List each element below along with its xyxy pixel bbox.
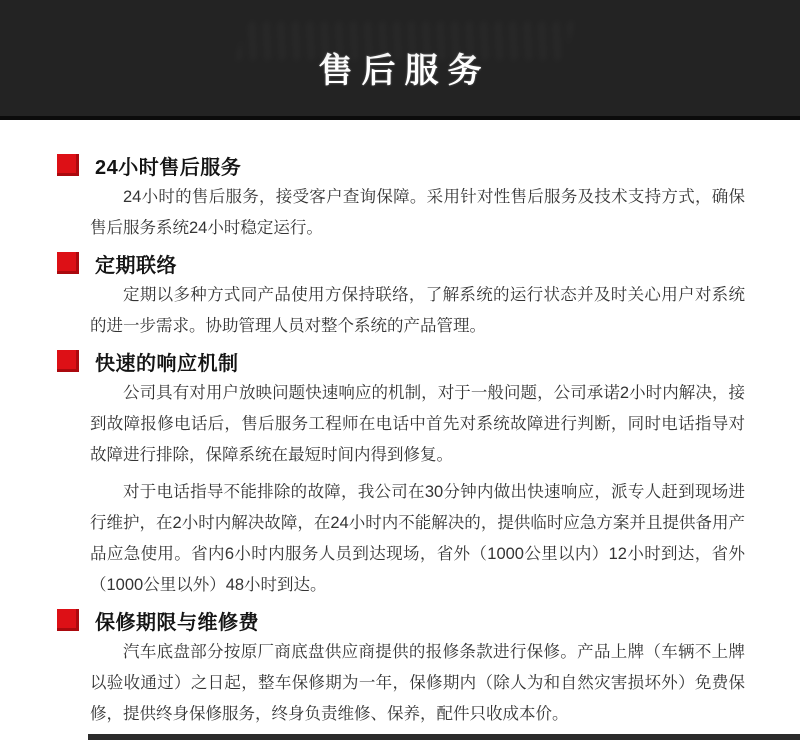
header-banner (0, 0, 800, 120)
bottom-bar (88, 734, 800, 740)
paragraph: 公司具有对用户放映问题快速响应的机制，对于一般问题，公司承诺2小时内解决，接到故障报修电话后，售后服务工程师在电话中首先对系统故障进行判断，同时电话指导对故障进行排除，保障系统在最短时间内得到修复。 (90, 384, 745, 464)
red-square-bullet-icon (57, 154, 79, 176)
red-square-bullet-icon (57, 252, 79, 274)
content (0, 120, 800, 730)
section-heading: 24小时售后服务 (95, 156, 242, 179)
section-heading: 保修期限与维修费 (95, 611, 259, 634)
red-square-bullet-icon (57, 609, 79, 631)
paragraph: 汽车底盘部分按原厂商底盘供应商提供的报修条款进行保修。产品上牌（车辆不上牌以验收通过）之日起，整车保修期为一年，保修期内（除人为和自然灾害损坏外）免费保修，提供终身保修服务，终身负责维修、保养，配件只收成本价。 (90, 643, 745, 723)
red-square-bullet-icon (57, 350, 79, 372)
section-heading-row (57, 152, 745, 178)
section-heading: 定期联络 (95, 254, 177, 277)
section-24h-service (57, 152, 745, 244)
section-heading-row (57, 607, 745, 633)
section-warranty (57, 607, 745, 730)
section-heading: 快速的响应机制 (95, 352, 239, 375)
section-heading-row (57, 250, 745, 276)
page-title: 售后服务 (318, 51, 491, 90)
paragraph: 对于电话指导不能排除的故障，我公司在30分钟内做出快速响应，派专人赶到现场进行维护，在2小时内解决故障，在24小时内不能解决的，提供临时应急方案并且提供备用产品应急使用。省内6小时内服务人员到达现场，省外（1000公里以内）12小时到达，省外（1000公里以外）48小时到达。 (90, 483, 745, 594)
section-rapid-response (57, 348, 745, 601)
section-regular-contact (57, 250, 745, 342)
paragraph: 定期以多种方式同产品使用方保持联络，了解系统的运行状态并及时关心用户对系统的进一步需求。协助管理人员对整个系统的产品管理。 (90, 286, 745, 335)
section-heading-row (57, 348, 745, 374)
paragraph: 24小时的售后服务，接受客户查询保障。采用针对性售后服务及技术支持方式，确保售后服务系统24小时稳定运行。 (90, 188, 745, 237)
